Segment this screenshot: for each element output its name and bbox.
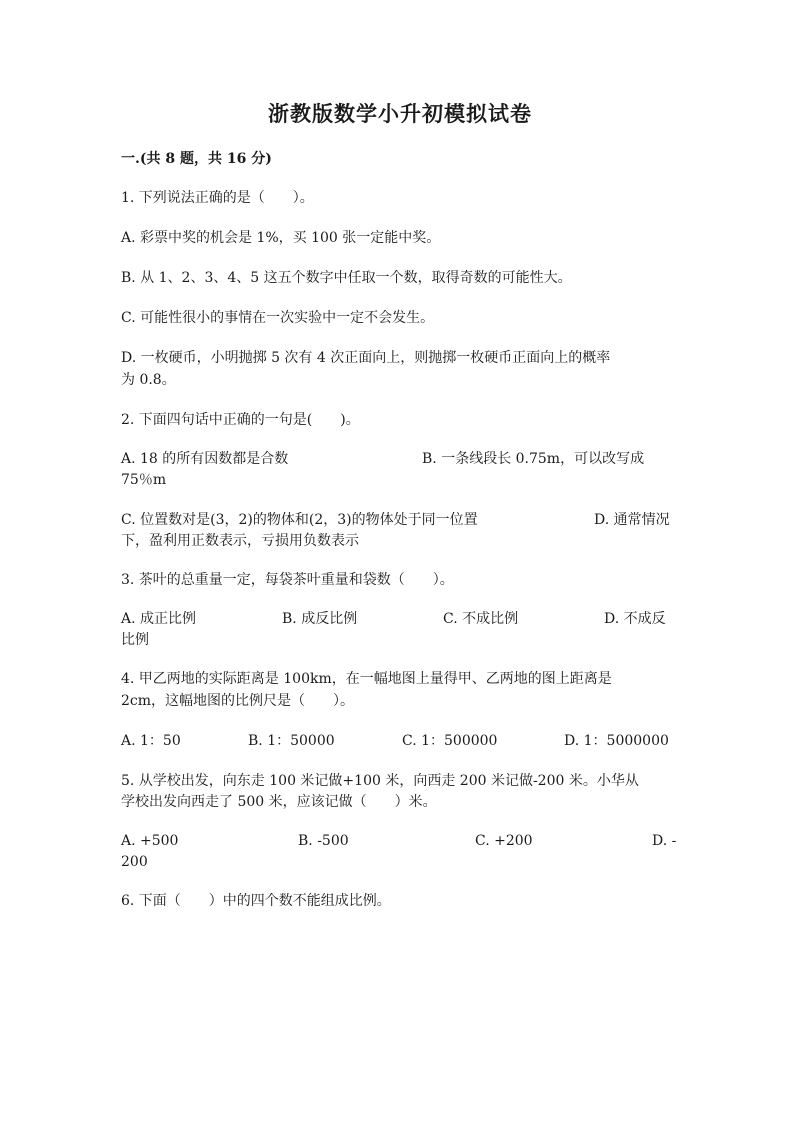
q1-option-d-line1: D. 一枚硬币，小明抛掷 5 次有 4 次正面向上，则抛掷一枚硬币正面向上的概率: [121, 350, 611, 366]
q6-stem: 6. 下面（ ）中的四个数不能组成比例。: [121, 893, 391, 909]
q3-option-c: C. 不成比例: [443, 611, 519, 627]
q5-option-d-line2: 200: [121, 854, 148, 870]
q4-option-b: B. 1：50000: [248, 733, 335, 749]
q5-option-a: A. +500: [121, 833, 179, 849]
q1-option-a: A. 彩票中奖的机会是 1%，买 100 张一定能中奖。: [121, 230, 441, 246]
q2-option-a: A. 18 的所有因数都是合数: [121, 451, 289, 467]
q3-stem: 3. 茶叶的总重量一定，每袋茶叶重量和袋数（ ）。: [121, 572, 454, 588]
q4-option-c: C. 1：500000: [402, 733, 498, 749]
q1-stem: 1. 下列说法正确的是（ ）。: [121, 190, 314, 206]
page-title: 浙教版数学小升初模拟试卷: [268, 101, 532, 126]
q2-option-b-line2: 75％m: [121, 472, 167, 488]
q3-option-b: B. 成反比例: [282, 611, 358, 627]
q2-option-b-line1: B. 一条线段长 0.75m，可以改写成: [422, 451, 645, 467]
q5-stem-line2: 学校出发向西走了 500 米，应该记做（ ）米。: [121, 794, 437, 810]
q5-option-c: C. +200: [475, 833, 533, 849]
q3-option-a: A. 成正比例: [121, 611, 197, 627]
q4-stem-line2: 2cm，这幅地图的比例尺是（ ）。: [121, 693, 355, 709]
q4-option-d: D. 1：5000000: [564, 733, 669, 749]
q4-stem-line1: 4. 甲乙两地的实际距离是 100km，在一幅地图上量得甲、乙两地的图上距离是: [121, 671, 612, 687]
q5-option-d-line1: D. -: [652, 833, 677, 849]
section-heading: 一.(共 8 题，共 16 分): [121, 151, 272, 167]
q1-option-c: C. 可能性很小的事情在一次实验中一定不会发生。: [121, 310, 435, 326]
q2-option-d-line1: D. 通常情况: [594, 512, 670, 528]
q1-option-b: B. 从 1、2、3、4、5 这五个数字中任取一个数，取得奇数的可能性大。: [121, 270, 572, 286]
q5-option-b: B. -500: [298, 833, 349, 849]
q2-option-d-line2: 下，盈利用正数表示，亏损用负数表示: [121, 533, 359, 549]
q2-option-c: C. 位置数对是(3，2)的物体和(2，3)的物体处于同一位置: [121, 512, 478, 528]
q4-option-a: A. 1：50: [121, 733, 181, 749]
q1-option-d-line2: 为 0.8。: [121, 372, 176, 388]
q3-option-d-line2: 比例: [121, 632, 149, 648]
q3-option-d-line1: D. 不成反: [604, 611, 666, 627]
q2-stem: 2. 下面四句话中正确的一句是( )。: [121, 412, 360, 428]
q5-stem-line1: 5. 从学校出发，向东走 100 米记做+100 米，向西走 200 米记做-200 米。小华从: [121, 773, 639, 789]
